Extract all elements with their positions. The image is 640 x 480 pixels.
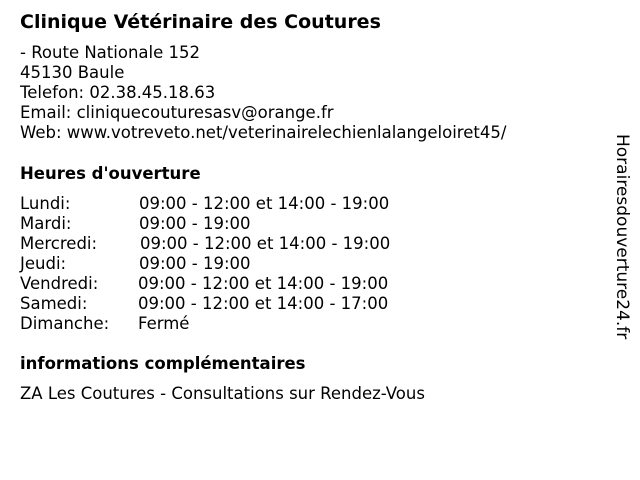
day-label: Lundi: bbox=[20, 194, 71, 213]
address-line-1: - Route Nationale 152 bbox=[20, 43, 200, 62]
additional-info-heading: informations complémentaires bbox=[20, 354, 306, 373]
time-value: 09:00 - 12:00 et 14:00 - 19:00 bbox=[138, 274, 389, 293]
time-value: 09:00 - 12:00 et 14:00 - 19:00 bbox=[139, 194, 390, 213]
day-label: Mardi: bbox=[20, 214, 72, 233]
day-label: Vendredi: bbox=[20, 274, 99, 293]
watermark-text: Horairesdouverture24.fr bbox=[612, 134, 632, 340]
time-value: 09:00 - 12:00 et 14:00 - 19:00 bbox=[140, 234, 391, 253]
time-value: Fermé bbox=[138, 314, 190, 333]
phone-line: Telefon: 02.38.45.18.63 bbox=[20, 83, 216, 102]
opening-hours-heading: Heures d'ouverture bbox=[20, 164, 201, 183]
email-line: Email: cliniquecouturesasv@orange.fr bbox=[20, 103, 334, 122]
time-value: 09:00 - 19:00 bbox=[139, 254, 251, 273]
additional-info-text: ZA Les Coutures - Consultations sur Rendez-Vous bbox=[20, 384, 425, 403]
day-label: Samedi: bbox=[20, 294, 88, 313]
time-value: 09:00 - 12:00 et 14:00 - 17:00 bbox=[138, 294, 389, 313]
day-label: Mercredi: bbox=[20, 234, 98, 253]
clinic-contact-block bbox=[20, 43, 506, 143]
watermark bbox=[610, 134, 634, 372]
time-value: 09:00 - 19:00 bbox=[139, 214, 251, 233]
web-line: Web: www.votreveto.net/veterinairelechienlalangeloiret45/ bbox=[20, 123, 507, 142]
day-label: Dimanche: bbox=[20, 314, 110, 333]
address-line-2: 45130 Baule bbox=[20, 63, 125, 82]
clinic-name: Clinique Vétérinaire des Coutures bbox=[20, 11, 381, 33]
day-label: Jeudi: bbox=[20, 254, 67, 273]
